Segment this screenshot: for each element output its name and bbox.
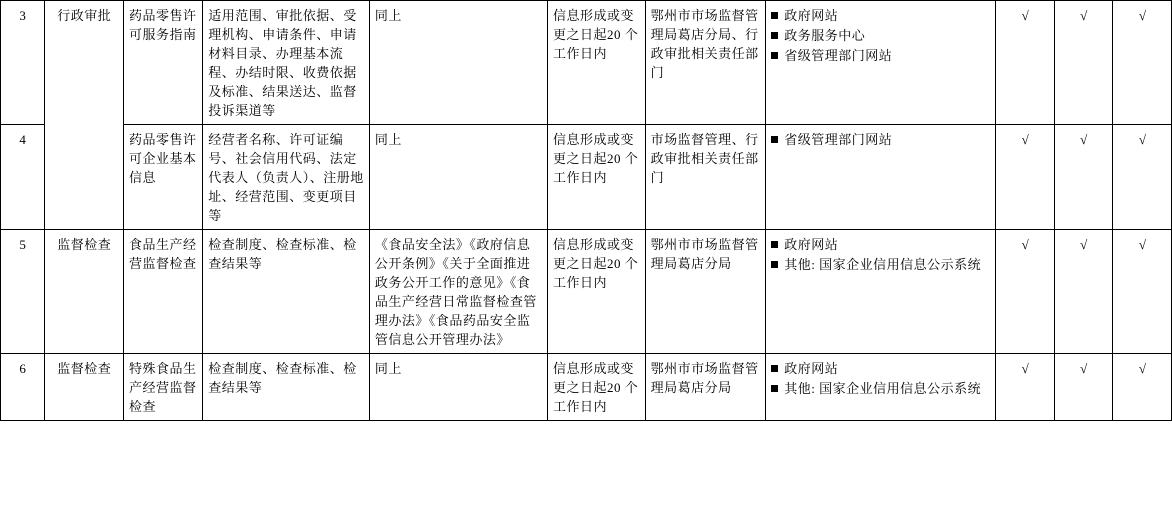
row-organ: 鄂州市市场监督管理局葛店分局、行政审批相关责任部门 [645, 1, 766, 125]
row-item: 食品生产经营监督检查 [123, 230, 202, 354]
channel-list [771, 6, 991, 65]
row-index: 4 [1, 125, 45, 230]
row-content: 检查制度、检查标准、检查结果等 [203, 230, 370, 354]
row-basis: 同上 [369, 354, 547, 421]
row-time-limit: 信息形成或变更之日起20 个工作日内 [547, 125, 645, 230]
table-row [1, 1, 1172, 125]
row-time-limit: 信息形成或变更之日起20 个工作日内 [547, 1, 645, 125]
table-row [1, 354, 1172, 421]
row-tick-active: √ [996, 125, 1055, 230]
row-index: 3 [1, 1, 45, 125]
row-tick-not-disclosed: √ [1113, 125, 1172, 230]
channel-list [771, 359, 991, 398]
channel-list [771, 235, 991, 274]
channel-item: 政务服务中心 [771, 26, 991, 45]
channel-item: 省级管理部门网站 [771, 46, 991, 65]
row-index: 6 [1, 354, 45, 421]
row-tick-active: √ [996, 230, 1055, 354]
channel-item: 政府网站 [771, 359, 991, 378]
row-organ: 鄂州市市场监督管理局葛店分局 [645, 230, 766, 354]
row-time-limit: 信息形成或变更之日起20 个工作日内 [547, 354, 645, 421]
row-tick-not-disclosed: √ [1113, 230, 1172, 354]
row-index: 5 [1, 230, 45, 354]
row-organ: 市场监督管理、行政审批相关责任部门 [645, 125, 766, 230]
row-basis: 《食品安全法》《政府信息公开条例》《关于全面推进政务公开工作的意见》《食品生产经营日常监督检查管理办法》《食品药品安全监管信息公开管理办法》 [369, 230, 547, 354]
row-category: 监督检查 [44, 354, 123, 421]
row-time-limit: 信息形成或变更之日起20 个工作日内 [547, 230, 645, 354]
row-tick-on-request: √ [1054, 1, 1113, 125]
row-organ: 鄂州市市场监督管理局葛店分局 [645, 354, 766, 421]
channel-item: 其他: 国家企业信用信息公示系统 [771, 255, 991, 274]
row-tick-not-disclosed: √ [1113, 1, 1172, 125]
channel-item: 省级管理部门网站 [771, 130, 991, 149]
row-category: 监督检查 [44, 230, 123, 354]
channel-item: 其他: 国家企业信用信息公示系统 [771, 379, 991, 398]
row-tick-on-request: √ [1054, 125, 1113, 230]
row-channels [766, 125, 996, 230]
row-tick-active: √ [996, 1, 1055, 125]
row-tick-on-request: √ [1054, 354, 1113, 421]
row-tick-on-request: √ [1054, 230, 1113, 354]
table-row [1, 230, 1172, 354]
channel-item: 政府网站 [771, 235, 991, 254]
row-tick-active: √ [996, 354, 1055, 421]
channel-list [771, 130, 991, 149]
row-basis: 同上 [369, 125, 547, 230]
row-item: 药品零售许可企业基本信息 [123, 125, 202, 230]
row-item: 药品零售许可服务指南 [123, 1, 202, 125]
row-content: 经营者名称、许可证编号、社会信用代码、法定代表人（负责人）、注册地址、经营范围、变更项目等 [203, 125, 370, 230]
row-category: 行政审批 [44, 1, 123, 230]
table-row [1, 125, 1172, 230]
row-channels [766, 354, 996, 421]
row-tick-not-disclosed: √ [1113, 354, 1172, 421]
channel-item: 政府网站 [771, 6, 991, 25]
row-content: 检查制度、检查标准、检查结果等 [203, 354, 370, 421]
row-item: 特殊食品生产经营监督检查 [123, 354, 202, 421]
row-channels [766, 230, 996, 354]
row-basis: 同上 [369, 1, 547, 125]
row-content: 适用范围、审批依据、受理机构、申请条件、申请材料目录、办理基本流程、办结时限、收费依据及标准、结果送达、监督投诉渠道等 [203, 1, 370, 125]
row-channels [766, 1, 996, 125]
